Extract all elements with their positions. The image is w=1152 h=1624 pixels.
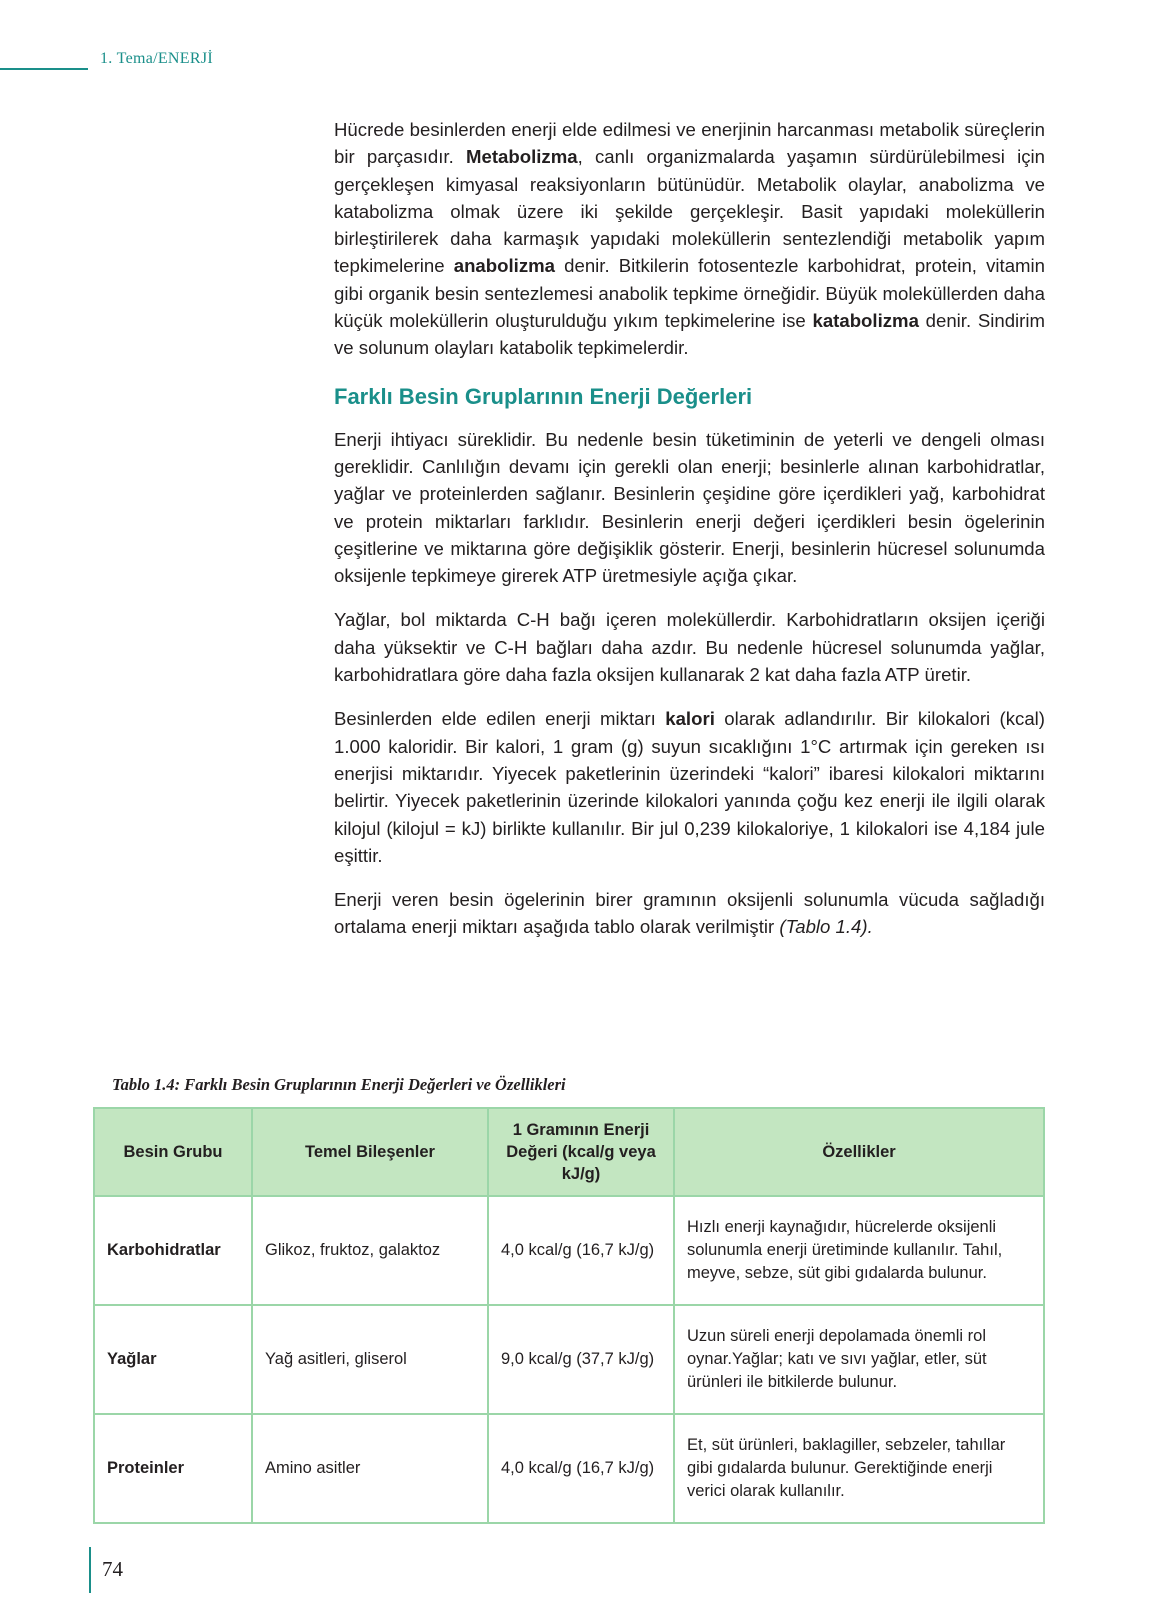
fats-paragraph: Yağlar, bol miktarda C-H bağı içeren moleküllerdir. Karbohidratların oksijen içeriği daha yüksektir ve C-H bağları daha azdır. Bu nedenle hücresel solunumda yağlar, karbohidratlara göre daha fazla oksijen kullanarak 2 kat daha fazla ATP üretir.	[334, 609, 1045, 686]
table-row	[94, 1305, 1044, 1414]
term-kalori: kalori	[665, 708, 715, 730]
term-anabolizma: anabolizma	[453, 255, 555, 277]
header-enerji-degeri: 1 Gramının Enerji Değeri (kcal/g veya kJ/g)	[488, 1108, 674, 1196]
cell-energy: 4,0 kcal/g (16,7 kJ/g)	[488, 1414, 674, 1523]
table-row	[94, 1414, 1044, 1523]
cell-features: Uzun süreli enerji depolamada önemli rol oynar.Yağlar; katı ve sıvı yağlar, etler, süt ürünleri ile bitkilerde bulunur.	[674, 1305, 1044, 1414]
table-reference: (Tablo 1.4).	[779, 916, 873, 938]
cell-group: Karbohidratlar	[94, 1196, 252, 1305]
intro-paragraph	[334, 116, 1045, 362]
cell-energy: 4,0 kcal/g (16,7 kJ/g)	[488, 1196, 674, 1305]
term-katabolizma: katabolizma	[812, 310, 919, 332]
calorie-text-1: Besinlerden elde edilen enerji miktarı	[334, 708, 666, 730]
calorie-paragraph	[334, 705, 1045, 869]
energy-table	[93, 1107, 1045, 1524]
cell-features: Et, süt ürünleri, baklagiller, sebzeler, tahıllar gibi gıdalarda bulunur. Gerektiğinde enerji verici olarak kullanılır.	[674, 1414, 1044, 1523]
calorie-text-2: olarak adlandırılır. Bir kilokalori (kcal) 1.000 kaloridir. Bir kalori, 1 gram (g) suyun sıcaklığını 1°C artırmak için gereken ısı enerjisi miktarıdır. Yiyecek paketlerinin üzerindeki “kalori” ibaresi kilokalori miktarını belirtir. Yiyecek paketlerinin üzerinde kilokalori yanında çoğu kez enerji ile ilgili olarak kilojul (kilojul = kJ) birlikte kullanılır. Bir jul 0,239 kilokaloriye, 1 kilokalori ise 4,184 jule eşittir.	[334, 708, 1045, 866]
page-number: 74	[102, 1557, 123, 1581]
footer-rule	[89, 1547, 91, 1593]
section-heading: Farklı Besin Gruplarının Enerji Değerleri	[334, 383, 753, 409]
intro-text-3: denir. Bitkilerin fotosentezle karbohidrat, protein, vitamin gibi organik besin sentezlemesi anabolik tepkime örneğidir. Büyük moleküllerden daha küçük moleküllerin oluşturulduğu yıkım tepkimelerine ise	[334, 255, 1045, 332]
cell-components: Yağ asitleri, gliserol	[252, 1305, 488, 1414]
cell-energy: 9,0 kcal/g (37,7 kJ/g)	[488, 1305, 674, 1414]
header-temel-bilesenler: Temel Bileşenler	[252, 1108, 488, 1196]
header-besin-grubu: Besin Grubu	[94, 1108, 252, 1196]
table-row	[94, 1196, 1044, 1305]
table-header-row	[94, 1108, 1044, 1196]
intro-text-2: , canlı organizmalarda yaşamın sürdürülebilmesi için gerçekleşen kimyasal reaksiyonların bütünüdür. Metabolik olaylar, anabolizma ve katabolizma olmak üzere iki şekilde gerçekleşir. Basit yapıdaki moleküllerin birleştirilerek daha karmaşık yapıdaki moleküllerin sentezlendiği metabolik yapım tepkimelerine	[334, 146, 1045, 277]
table-intro-paragraph	[334, 886, 1045, 941]
cell-group: Yağlar	[94, 1305, 252, 1414]
table-intro-text: Enerji veren besin ögelerinin birer gramının oksijenli solunumla vücuda sağladığı ortalama enerji miktarı aşağıda tablo olarak verilmiştir	[334, 889, 1045, 938]
cell-components: Amino asitler	[252, 1414, 488, 1523]
intro-text-4: denir. Sindirim ve solunum olayları katabolik tepkimelerdir.	[334, 310, 1045, 359]
term-metabolizma: Metabolizma	[465, 146, 578, 168]
cell-features: Hızlı enerji kaynağıdır, hücrelerde oksijenli solunumla enerji üretiminde kullanılır. Tahıl, meyve, sebze, süt gibi gıdalarda bulunur.	[674, 1196, 1044, 1305]
intro-text-1: Hücrede besinlerden enerji elde edilmesi ve enerjinin harcanması metabolik süreçlerin bir parçasıdır.	[334, 119, 1045, 168]
cell-group: Proteinler	[94, 1414, 252, 1523]
header-ozellikler: Özellikler	[674, 1108, 1044, 1196]
header-rule	[0, 68, 88, 70]
table-caption: Tablo 1.4: Farklı Besin Gruplarının Enerji Değerleri ve Özellikleri	[112, 1075, 566, 1094]
energy-need-paragraph: Enerji ihtiyacı süreklidir. Bu nedenle besin tüketiminin de yeterli ve dengeli olması gereklidir. Canlılığın devamı için gerekli olan enerji; besinlerle alınan karbohidratlar, yağlar ve proteinlerden sağlanır. Besinlerin çeşidine göre içerdikleri yağ, karbohidrat ve protein miktarları farklıdır. Besinlerin enerji değeri içerdikleri besin ögelerinin çeşitlerine ve miktarına göre değişiklik gösterir. Enerji, besinlerin hücresel solunumda oksijenle tepkimeye girerek ATP üretmesiyle açığa çıkar.	[334, 428, 1045, 587]
running-header: 1. Tema/ENERJİ	[100, 50, 213, 67]
main-content	[334, 116, 1045, 958]
cell-components: Glikoz, fruktoz, galaktoz	[252, 1196, 488, 1305]
